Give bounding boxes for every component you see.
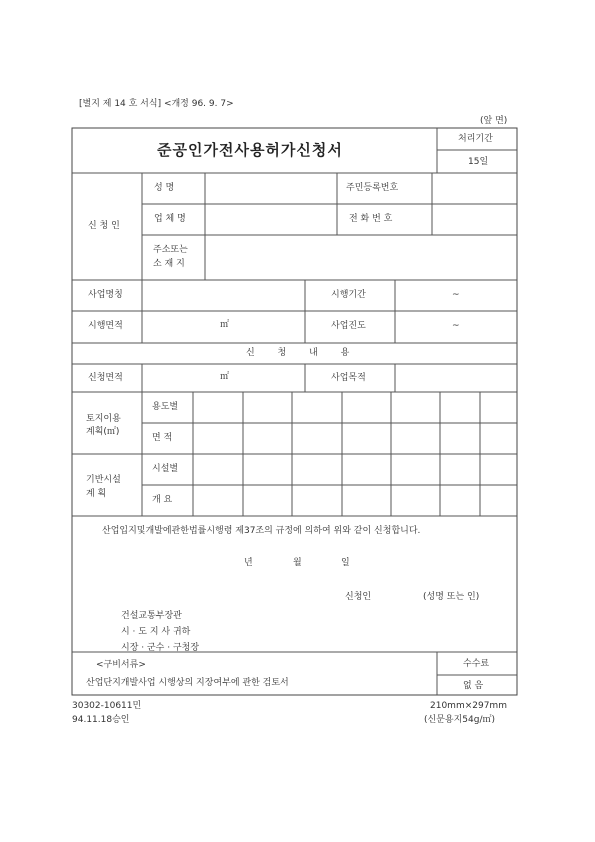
declaration-statement: 산업입지및개발에관한법률시행령 제37조의 규정에 의하여 위와 같이 신청합니다. (102, 526, 421, 536)
request-area-unit: ㎡ (220, 372, 230, 382)
attachments-title: <구비서류> (96, 660, 146, 670)
page-side-label: (앞 면) (480, 116, 508, 126)
phone-label: 전 화 번 호 (349, 214, 393, 224)
company-label: 업 체 명 (154, 214, 186, 224)
request-section-header: 신 청 내 용 (246, 348, 350, 358)
request-area-label: 신청면적 (88, 373, 123, 383)
project-progress-label: 사업진도 (331, 321, 366, 331)
facilities-label-line1: 기반시설 (86, 475, 121, 485)
land-use-label-line2: 계획(㎡) (86, 427, 120, 437)
project-name-label: 사업명칭 (88, 290, 123, 300)
facilities-row-summary: 개 요 (152, 495, 173, 505)
addressee-governor: 시 · 도 지 사 귀하 (121, 627, 191, 637)
applicant-section-label: 신 청 인 (88, 221, 120, 231)
footer-form-code: 30302-10611민 (72, 701, 142, 711)
date-day: 일 (341, 558, 350, 568)
date-month: 월 (293, 558, 302, 568)
facilities-label-line2: 계 획 (86, 489, 107, 499)
form-border (72, 128, 517, 695)
name-label: 성 명 (154, 183, 175, 193)
footer-approval-date: 94.11.18승인 (72, 715, 130, 725)
addressee-mayor: 시장 · 군수 · 구청장 (121, 643, 200, 653)
project-progress-separator: ~ (452, 321, 460, 331)
resident-id-label: 주민등록번호 (346, 183, 399, 193)
form-title: 준공인가전사용허가신청서 (157, 141, 343, 159)
addressee-ministry: 건설교통부장관 (121, 611, 182, 621)
project-area-label: 시행면적 (88, 321, 123, 331)
project-area-unit: ㎡ (220, 320, 230, 330)
attachments-item: 산업단지개발사업 시행상의 지장여부에 관한 검토서 (86, 678, 289, 688)
date-year: 년 (244, 558, 253, 568)
land-use-row-purpose: 용도별 (152, 402, 179, 412)
facilities-row-type: 시설별 (152, 464, 179, 474)
project-period-label: 시행기간 (331, 290, 366, 300)
land-use-row-area: 면 적 (152, 433, 173, 443)
processing-period-value: 15일 (468, 157, 489, 167)
land-use-label-line1: 토지이용 (86, 414, 121, 424)
signature-note: (성명 또는 인) (423, 592, 480, 602)
form-reference: [별지 제 14 호 서식] <개정 96. 9. 7> (79, 99, 234, 109)
footer-paper-size: 210mm×297mm (430, 701, 507, 711)
fee-label: 수수료 (463, 659, 490, 669)
processing-period-label: 처리기간 (458, 134, 493, 144)
fee-value: 없 음 (463, 681, 484, 691)
signature-label: 신청인 (345, 592, 372, 602)
address-label-line1: 주소또는 (153, 245, 188, 255)
address-label-line2: 소 재 지 (153, 259, 185, 269)
footer-paper-type: (신문용지54g/㎡) (424, 715, 495, 725)
request-purpose-label: 사업목적 (331, 373, 366, 383)
project-period-separator: ~ (452, 290, 460, 300)
